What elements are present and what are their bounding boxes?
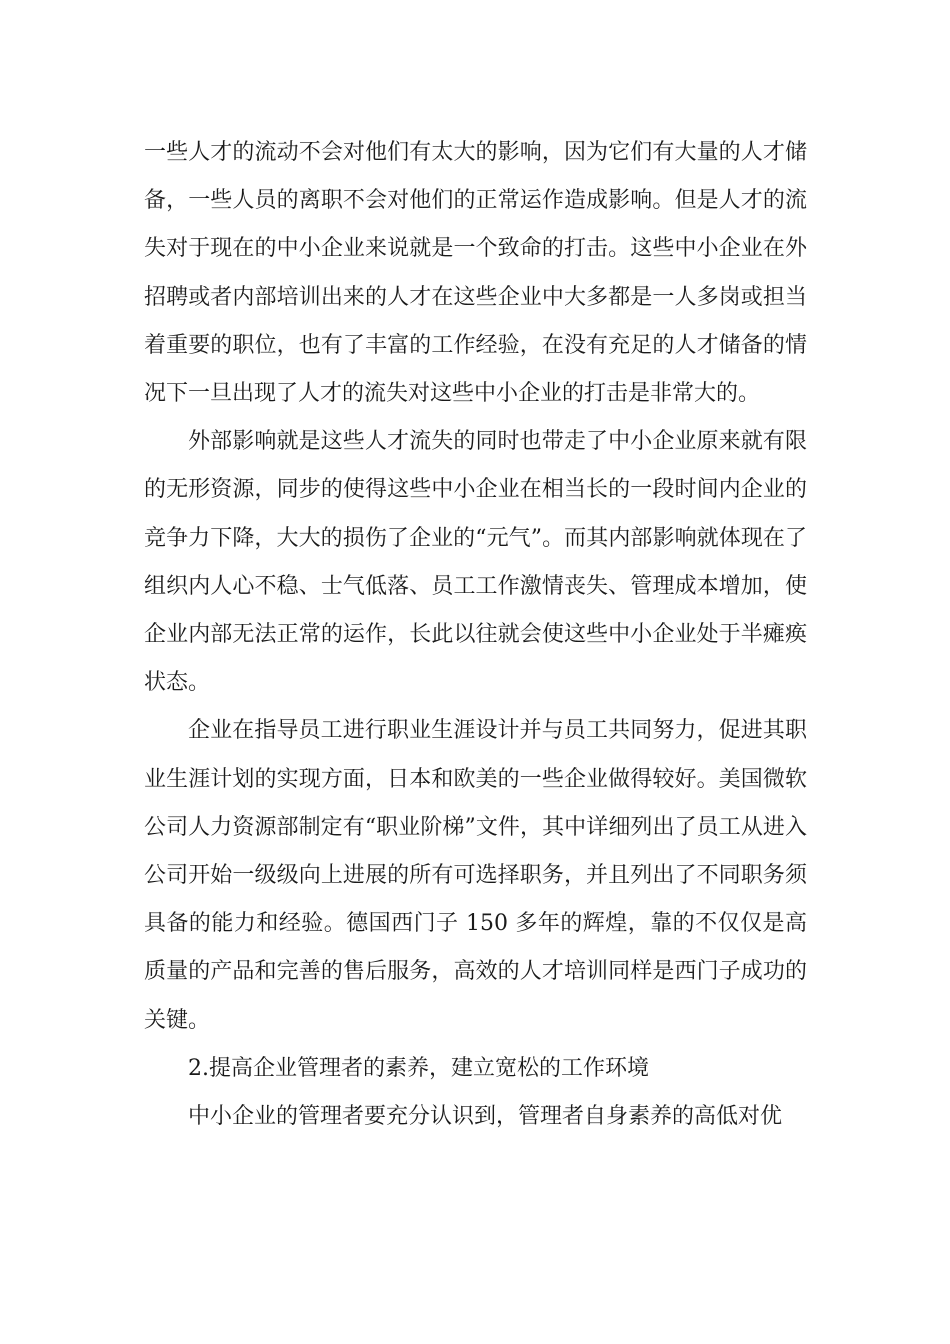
paragraph-career-planning-examples: 企业在指导员工进行职业生涯设计并与员工共同努力，促进其职业生涯计划的实现方面，日本和欧美的一些企业做得较好。美国微软公司人力资源部制定有“职业阶梯”文件，其中详细列出了员工从进入公司开始一级级向上进展的所有可选择职务，并且列出了不同职务须具备的能力和经验。德国西门子 150 多年的辉煌，靠的不仅仅是高质量的产品和完善的售后服务，高效的人才培训同样是西门子成功的关键。 bbox=[144, 718, 807, 1033]
body-text bbox=[144, 129, 807, 1141]
paragraph-continuation: 一些人才的流动不会对他们有太大的影响，因为它们有大量的人才储备，一些人员的离职不会对他们的正常运作造成影响。但是人才的流失对于现在的中小企业来说就是一个致命的打击。这些中小企业在外招聘或者内部培训出来的人才在这些企业中大多都是一人多岗或担当着重要的职位，也有了丰富的工作经验，在没有充足的人才储备的情况下一旦出现了人才的流失对这些中小企业的打击是非常大的。 bbox=[144, 140, 807, 407]
section-heading: 2.提高企业管理者的素养，建立宽松的工作环境 bbox=[188, 1055, 649, 1081]
paragraph-manager-quality: 中小企业的管理者要充分认识到，管理者自身素养的高低对优 bbox=[188, 1104, 783, 1130]
paragraph-external-internal-impact: 外部影响就是这些人才流失的同时也带走了中小企业原来就有限的无形资源，同步的使得这些中小企业在相当长的一段时间内企业的竞争力下降，大大的损伤了企业的“元气”。而其内部影响就体现在了组织内人心不稳、士气低落、员工工作激情丧失、管理成本增加，使企业内部无法正常的运作，长此以往就会使这些中小企业处于半瘫痪状态。 bbox=[144, 429, 807, 696]
